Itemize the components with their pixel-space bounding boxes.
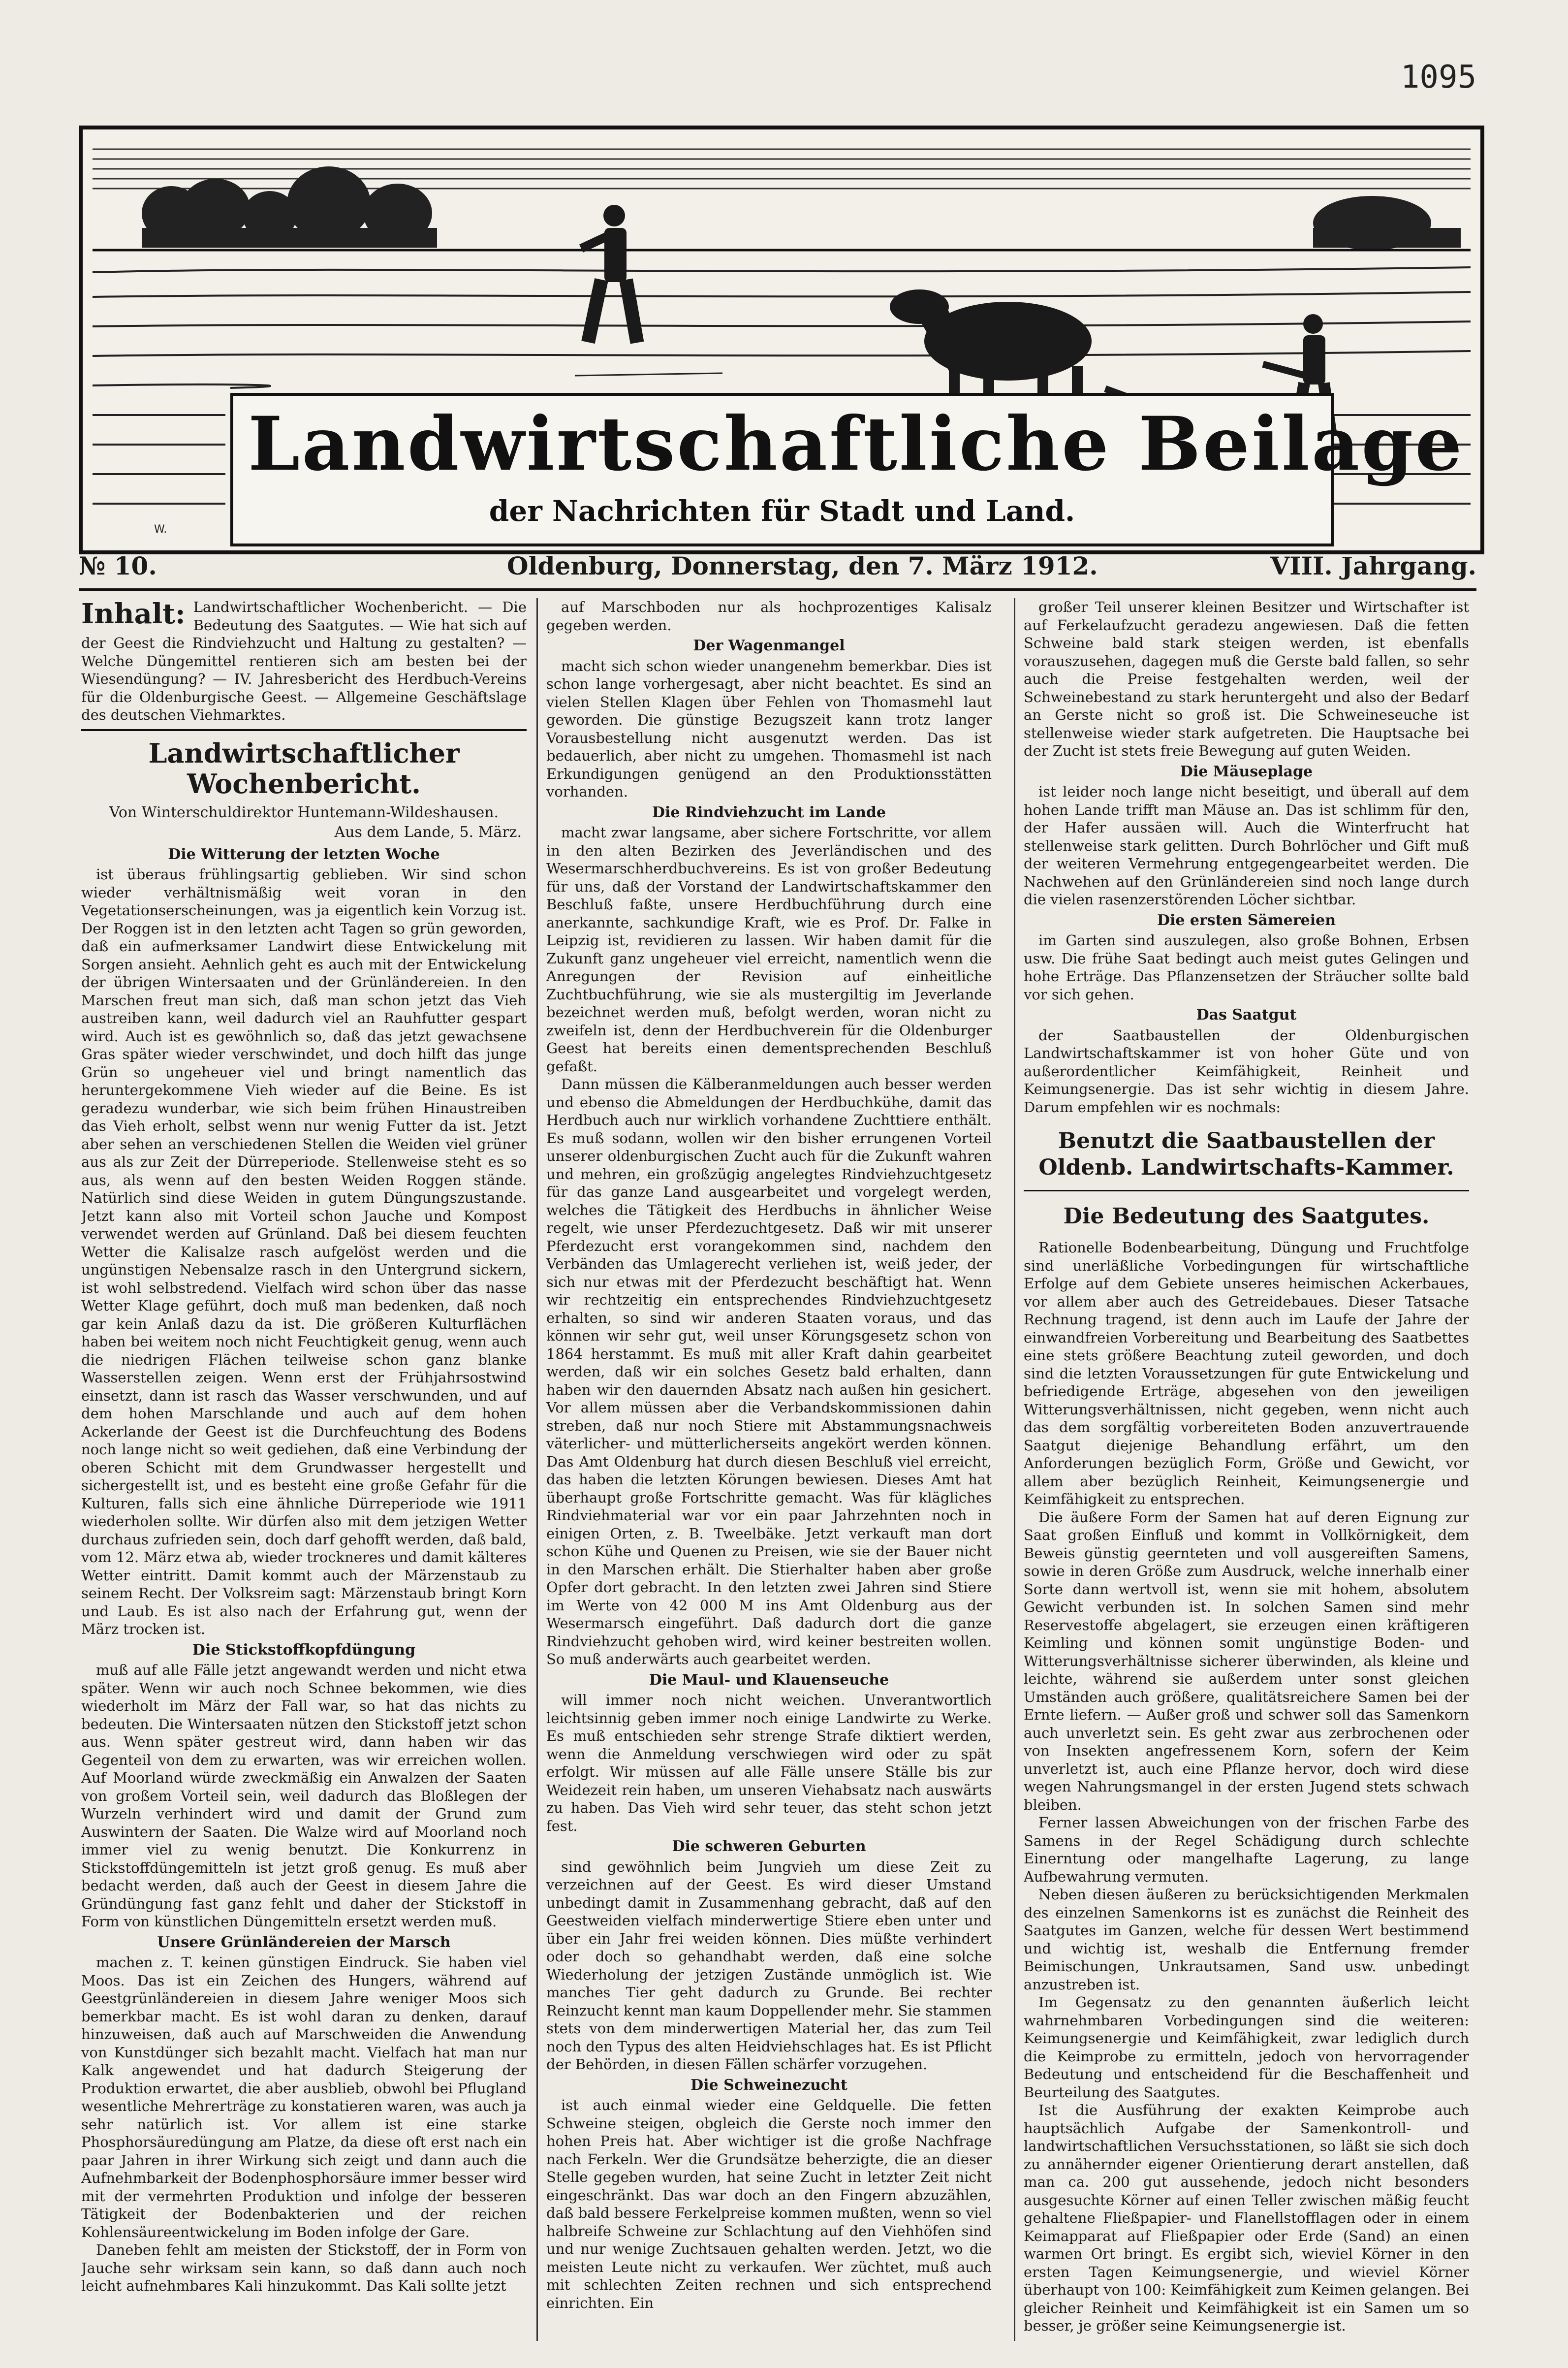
dateline [79, 551, 1476, 586]
section-title: Die Mäuseplage [1180, 763, 1313, 780]
column-2 [546, 598, 992, 2341]
toc-text: Landwirtschaftlicher Wochenbericht. — Die Bedeutung des Saatgutes. — Wie hat sich auf der Geest die Rindviehzucht und Haltung zu gestalten? — Welche Düngemittel rentieren sich am besten bei der Wiesendüngung? — IV. Jahresbericht des Herdbuch-Vereins für die Oldenburgische Geest. — Allgemeine Geschäftslage des deutschen Viehmarktes. [81, 599, 527, 723]
section-title: Der Wagenmangel [693, 637, 845, 654]
section-title: Die ersten Sämereien [1157, 911, 1336, 929]
masthead-title: Landwirtschaftliche Beilage [248, 401, 1464, 487]
section-text: der Saatbaustellen der Oldenburgischen Landwirtschaftskammer ist von hoher Güte und von außerordentlicher Keimfähigkeit, Reinheit und Keimungsenergie. Das ist sehr wichtig in diesem Jahre. Darum empfehlen wir es nochmals: [1024, 1026, 1469, 1116]
section-text: ist überaus frühlingsartig geblieben. Wir sind schon wieder verhältnismäßig weit voran in den Vegetationserscheinungen, was ja eigentlich kein Vorzug ist. Der Roggen ist in den letzten acht Tagen so grün geworden, daß ein aufmerksamer Landwirt diese Entwickelung mit Sorgen ansieht. Aehnlich geht es auch mit der Entwickelung der übrigen Wintersaaten und der Grünländereien. In den Marschen freut man sich, daß man schon jetzt das Vieh austreiben kann, weil dadurch viel an Rauhfutter gespart wird. Auch ist es gewöhnlich so, daß das jetzt gewachsene Gras später wieder verschwindet, und doch hilft das junge Grün so ungeheuer viel und bringt namentlich das heruntergekommene Vieh wieder auf die Beine. Es ist geradezu wunderbar, wie sich beim frühen Hinaustreiben das Vieh erholt, selbst wenn nur wenig Futter da ist. Jetzt aber sehen an verschiedenen Stellen die Weiden viel grüner aus als zur Zeit der Dürreperiode. Stellenweise steht es so aus, als wenn auf den besten Weiden Roggen stände. Natürlich sind diese Weiden in gutem Düngungszustande. Jetzt kann also mit Vorteil schon Jauche und Kompost verwendet werden auf Grünland. Daß bei diesem feuchten Wetter die Kalisalze rasch aufgelöst werden und die ungünstigen Nebensalze rasch in den Untergrund sickern, ist wohl selbstredend. Vielfach wird schon über das nasse Wetter Klage geführt, doch muß man bedenken, daß noch gar kein Anlaß dazu da ist. Die größeren Kulturflächen haben bei weitem noch nicht Feuchtigkeit genug, wenn auch die niedrigen Flächen teilweise schon ganz blanke Wasserstellen zeigen. Wenn erst der Frühjahrsostwind einsetzt, dann ist rasch das Wasser verschwunden, und auf dem hohen Marschlande und auch auf dem hohen Ackerlande der Geest ist die Durchfeuchtung des Bodens noch lange nicht so weit gediehen, daß eine Verbindung der oberen Schicht mit dem Grundwasser hergestellt und sichergestellt ist, und es besteht eine große Gefahr für die Kulturen, falls sich eine ähnliche Dürreperiode wie 1911 wiederholen sollte. Wir dürfen also mit dem jetzigen Wetter durchaus zufrieden sein, doch darf gehofft werden, daß bald, vom 12. März etwa ab, wieder trockneres und damit kälteres Wetter eintritt. Damit kommt auch der Märzenstaub zu seinem Recht. Der Volksreim sagt: Märzenstaub bringt Korn und Laub. Es ist also nach der Erfahrung gut, wenn der März trocken ist. [81, 866, 527, 1637]
dateline-rule [79, 588, 1476, 591]
article-paragraph: Ist die Ausführung der exakten Keimprobe auch hauptsächlich Aufgabe der Samenkontroll- und landwirtschaftlichen Versuchsstationen, so läßt sie sich doch zu annähernder eigener Orientierung derart anstellen, daß man ca. 200 gut aussehende, jedoch nicht besonders ausgesuchte Körner auf einen Teller zwischen mäßig feucht gehaltene Fließpapier- und Flanellstofflagen oder in einem Keimapparat auf Fließpapier oder Erde (Sand) an einen warmen Ort bringt. Es ergibt sich, wieviel Körner in den ersten Tagen Keimungsenergie, und wieviel Körner überhaupt von 100: Keimfähigkeit zum Keimen gelangen. Bei gleicher Reinheit und Keimfähigkeit ist ein Samen um so besser, je größer seine Keimungsenergie ist. [1024, 2102, 1469, 2334]
title-box [230, 393, 1464, 546]
column-3 [1024, 598, 1469, 2341]
article-place: Aus dem Lande, 5. März. [334, 824, 522, 841]
article-paragraph: Ferner lassen Abweichungen von der frischen Farbe des Samens in der Regel Schädigung durch schlechte Einerntung oder mangelhafte Lagerung, zu lange Aufbewahrung vermuten. [1024, 1814, 1469, 1885]
column-1 [81, 598, 527, 2341]
table-of-contents [81, 598, 527, 731]
section-title: Die Witterung der letzten Woche [168, 845, 440, 863]
issue-date: Oldenburg, Donnerstag, den 7. März 1912. [507, 551, 1098, 580]
section-title: Das Saatgut [1196, 1006, 1297, 1024]
issue-number: № 10. [79, 551, 157, 580]
callout-heading: Benutzt die Saatbaustellen der Oldenb. Landwirtschafts-Kammer. [1038, 1128, 1454, 1180]
volume-year: VIII. Jahrgang. [1270, 551, 1476, 580]
section-text: macht zwar langsame, aber sichere Fortschritte, vor allem in den alten Bezirken des Jeverländischen und des Wesermarschherdbuchvereins. Es ist von großer Bedeutung für uns, daß der Vorstand der Landwirtschaftskammer den Beschluß faßte, unsere Herdbuchführung durch eine anerkannte, sachkundige Kraft, wie es Prof. Dr. Falke in Leipzig ist, revidieren zu lassen. Wir haben damit für die Zukunft ganz ungeheuer viel erreicht, namentlich wenn die Anregungen der Revision auf einheitliche Zuchtbuchführung, wie sie als mustergiltig im Jeverlande bezeichnet werden muß, befolgt werden, woran nicht zu zweifeln ist, denn der Herdbuchverein für die Oldenburger Geest hat bereits einen dementsprechenden Beschluß gefaßt. [546, 824, 992, 1075]
column-divider-2 [1014, 598, 1015, 2341]
section-text: macht sich schon wieder unangenehm bemerkbar. Dies ist schon lange vorhergesagt, aber nicht beachtet. Es sind an vielen Stellen Klagen über Fehlen von Thomasmehl laut geworden. Die günstige Bezugszeit kann trotz langer Vorausbestellung nicht ausgenutzt werden. Das ist bedauerlich, aber nicht zu umgehen. Thomasmehl ist nach Erkundigungen genügend an den Produktionsstätten vorhanden. [546, 657, 992, 800]
artist-signature: W. [154, 523, 167, 536]
section-divider [1024, 1190, 1469, 1191]
column-divider-1 [536, 598, 538, 2341]
section-title: Die Rindviehzucht im Lande [652, 803, 886, 821]
masthead-subtitle: der Nachrichten für Stadt und Land. [489, 494, 1075, 528]
section-text: Dann müssen die Kälberanmeldungen auch besser werden und ebenso die Abmeldungen der Herdbuchkühe, damit das Herdbuch auch nur wirklich vorhandene Zuchttiere enthält. Es muß sodann, wollen wir den bisher errungenen Vorteil unserer oldenburgischen Zucht auch für die Zukunft wahren und mehren, ein großzügig angelegtes Rindviehzuchtgesetz für das ganze Land ausgearbeitet und vorgelegt werden, welches die Tätigkeit des Herdbuchs in ähnlicher Weise regelt, wie unser Pferdezuchtgesetz. Daß wir mit unserer Pferdezucht erst vorangekommen sind, nachdem den Verbänden das Umlagerecht verliehen ist, weiß jeder, der sich nur etwas mit der Pferdezucht beschäftigt hat. Wenn wir rechtzeitig ein entsprechendes Rindviehzuchtgesetz erhalten, so sind wir anderen Staaten voraus, und das können wir sehr gut, weil unser Körungsgesetz schon von 1864 herstammt. Es muß mit aller Kraft dahin gearbeitet werden, daß wir ein solches Gesetz bald erhalten, dann haben wir den dauernden Absatz nach außen hin gesichert. Vor allem müssen aber die Verbandskommissionen dahin streben, daß nur noch Stiere mit Abstammungsnachweis väterlicher- und mütterlicherseits angekört werden können. Das Amt Oldenburg hat durch diesen Beschluß viel erreicht, das haben die letzten Körungen bewiesen. Dieses Amt hat überhaupt große Fortschritte gemacht. Was für klägliches Rindviehmaterial war vor ein paar Jahrzehnten noch in einigen Orten, z. B. Tweelbäke. Jetzt verkauft man dort schon Kühe und Quenen zu Preisen, wie sie der Bauer nicht in den Marschen erhält. Die Stierhalter haben aber große Opfer dort gebracht. In den letzten zwei Jahren sind Stiere im Werte von 42 000 M ins Amt Oldenburg aus der Wesermarsch eingeführt. Daß dadurch dort die ganze Rindviehzucht gehoben wird, wird keiner bestreiten wollen. So muß anderwärts auch gearbeitet werden. [546, 1076, 992, 1667]
page-number: 1095 [1400, 59, 1476, 96]
column-intro: auf Marschboden nur als hochprozentiges Kalisalz gegeben werden. [546, 599, 992, 634]
column-intro: großer Teil unserer kleinen Besitzer und Wirtschafter ist auf Ferkelaufzucht geradezu angewiesen. Daß die fetten Schweine bald stark steigen werden, ist ebenfalls vorauszusehen, dagegen muß die Gerste bald fallen, so sehr auch die Preise festgehalten werden, weil der Schweinebestand zu stark heruntergeht und also der Bedarf an Gerste nicht so groß ist. Die Schweineseuche ist stellenweise wieder stark aufgetreten. Die Hauptsache bei der Zucht ist stets freie Bewegung auf guten Weiden. [1024, 599, 1469, 759]
section-text: muß auf alle Fälle jetzt angewandt werden und nicht etwa später. Wenn wir auch noch Schnee bekommen, wie dies wiederholt im März der Fall war, so hat das nichts zu bedeuten. Die Wintersaaten nützen den Stickstoff jetzt schon aus. Wenn später gestreut wird, dann haben wir das Gegenteil von dem zu erwarten, was wir erreichen wollen. Auf Moorland würde zweckmäßig ein Anwalzen der Saaten von großem Vorteil sein, weil dadurch das Bloßlegen der Wurzeln verhindert wird und damit der Grund zum Auswintern der Saaten. Die Walze wird auf Moorland noch immer viel zu wenig benutzt. Die Konkurrenz in Stickstoffdüngemitteln ist jetzt groß genug. Es muß aber bedacht werden, daß auch der Geest in diesem Jahre die Gründüngung fast ganz fehlt und daher der Stickstoff in Form von künstlichen Düngemitteln ersetzt werden muß. [81, 1662, 527, 1930]
article-author: Von Winterschuldirektor Huntemann-Wildeshausen. [109, 803, 499, 821]
section-title: Die schweren Geburten [672, 1838, 866, 1855]
section-title: Die Maul- und Klauenseuche [649, 1671, 889, 1689]
section-text: will immer noch nicht weichen. Unverantwortlich leichtsinnig geben immer noch einige Landwirte zu Werke. Es muß entschieden sehr strenge Strafe diktiert werden, wenn die Anmeldung verschwiegen wird oder zu spät erfolgt. Wir müssen auf alle Fälle unsere Ställe bis zur Weidezeit rein haben, um unseren Viehabsatz nach auswärts zu haben. Das Vieh wird sehr teuer, das steht schon jetzt fest. [546, 1692, 992, 1834]
article-paragraph: Die äußere Form der Samen hat auf deren Eignung zur Saat großen Einfluß und kommt in Vollkörnigkeit, dem Beweis günstig geernteten und voll ausgereiften Samens, sowie in deren Größe zum Ausdruck, welche innerhalb einer Sorte dann wertvoll ist, wenn sie mit hohem, absolutem Gewicht verbunden ist. In solchen Samen sind mehr Reservestoffe abgelagert, sie erzeugen einen kräftigeren Keimling und können somit ungünstige Boden- und Witterungsverhältnisse sicherer überwinden, als kleine und leichte, während sie außerdem unter sonst gleichen Umständen auch größere, qualitätsreichere Samen bei der Ernte liefern. — Außer groß und schwer soll das Samenkorn auch unverletzt sein. Es geht zwar aus zerbrochenen oder von Insekten angefressenem Korn, sofern der Keim unverletzt ist, auch eine Pflanze hervor, doch wird diese wegen Nahrungsmangel in der ersten Jugend stets schwach bleiben. [1024, 1508, 1469, 1813]
article-paragraph: Rationelle Bodenbearbeitung, Düngung und Fruchtfolge sind unerläßliche Vorbedingungen für wirtschaftliche Erfolge auf dem Gebiete unseres heimischen Ackerbaues, vor allem aber auch des Getreidebaues. Dieser Tatsache Rechnung tragend, ist denn auch im Laufe der Jahre der einwandfreien Vorbereitung und Bearbeitung des Saatbettes eine stets größere Beachtung zuteil geworden, und doch sind die letzten Voraussetzungen für gute Entwickelung und befriedigende Erträge, abgesehen von den jeweiligen Witterungsverhältnissen, nicht gegeben, wenn nicht auch das dem sorgfältig vorbereiteten Boden anzuvertrauende Saatgut diejenige Behandlung erfährt, um den Anforderungen bezüglich Form, Größe und Gewicht, vor allem aber bezüglich Reinheit, Keimungsenergie und Keimfähigkeit zu entsprechen. [1024, 1239, 1469, 1507]
article-paragraph: Neben diesen äußeren zu berücksichtigenden Merkmalen des einzelnen Samenkorns ist es zunächst die Reinheit des Saatgutes im Ganzen, welche für dessen Wert bestimmend und wichtig ist, weshalb die Entfernung fremder Beimischungen, Unkrautsamen, Sand usw. unbedingt anzustreben ist. [1024, 1886, 1469, 1993]
section-title: Unsere Grünländereien der Marsch [157, 1933, 451, 1951]
section-title: Die Stickstoffkopfdüngung [192, 1641, 416, 1659]
masthead-illustration [79, 126, 1484, 554]
toc-label: Inhalt: [81, 598, 186, 630]
section-title: Die Schweinezucht [690, 2076, 847, 2094]
section-text: ist leider noch lange nicht beseitigt, und überall auf dem hohen Lande trifft man Mäuse an. Das ist schlimm für den, der Hafer aussäen will. Auch die Winterfrucht hat stellenweise stark gelitten. Durch Bohrlöcher und Gift muß der weiteren Vermehrung entgegengearbeitet werden. Die Nachwehen auf den Grünländereien sind noch lange durch die vielen rasenzerstörenden Löcher sichtbar. [1024, 783, 1469, 908]
section-text: Daneben fehlt am meisten der Stickstoff, der in Form von Jauche sehr wirksam sein kann, so daß dann auch noch leicht aufnehmbares Kali hinzukommt. Das Kali sollte jetzt [81, 2241, 527, 2294]
article-heading: Landwirtschaftlicher Wochenbericht. [148, 737, 460, 800]
section-text: im Garten sind auszulegen, also große Bohnen, Erbsen usw. Die frühe Saat bedingt auch meist gutes Gelingen und hohe Erträge. Das Pflanzensetzen der Sträucher sollte bald vor sich gehen. [1024, 932, 1469, 1003]
article-heading: Die Bedeutung des Saatgutes. [1063, 1204, 1430, 1229]
section-text: sind gewöhnlich beim Jungvieh um diese Zeit zu verzeichnen auf der Geest. Es wird dieser Umstand unbedingt damit in Zusammenhang gebracht, daß auf den Geestweiden vielfach minderwertige Stiere eben unter und über ein Jahr frei weiden können. Dies müßte verhindert oder doch so gehandhabt werden, daß eine solche Wiederholung der jetzigen Zustände unmöglich ist. Wie manches Tier geht dadurch zu Grunde. Bei rechter Reinzucht kennt man kaum Doppellender mehr. Sie stammen stets von dem minderwertigen Material her, das zum Teil noch den Typus des alten Heidviehschlages hat. Es ist Pflicht der Behörden, in diesen Fällen schärfer vorzugehen. [546, 1858, 992, 2073]
section-text: ist auch einmal wieder eine Geldquelle. Die fetten Schweine steigen, obgleich die Gerste noch immer den hohen Preis hat. Aber wichtiger ist die große Nachfrage nach Ferkeln. Wer die Grundsätze beherzigte, die an dieser Stelle gegeben wurden, hat seine Zucht in letzter Zeit nicht eingeschränkt. Das war doch an den Fingern abzuzählen, daß bald bessere Ferkelpreise kommen mußten, wenn so viel halbreife Schweine zur Schlachtung auf den Viehhöfen sind und nur wenige Zuchtsauen gehalten werden. Jetzt, wo die meisten Leute nicht zu verkaufen. Wer züchtet, muß auch mit schlechten Zeiten rechnen und sich entsprechend einrichten. Ein [546, 2097, 992, 2311]
article-paragraph: Im Gegensatz zu den genannten äußerlich leicht wahrnehmbaren Vorbedingungen sind die weiteren: Keimungsenergie und Keimfähigkeit, zwar lediglich durch die Keimprobe zu ermitteln, jedoch von hervorragender Bedeutung und entscheidend für die Beschaffenheit und Beurteilung des Saatgutes. [1024, 1994, 1469, 2101]
section-text: machen z. T. keinen günstigen Eindruck. Sie haben viel Moos. Das ist ein Zeichen des Hungers, während auf Geestgrünländereien in diesem Jahre weniger Moos sich bemerkbar macht. Es ist wohl daran zu denken, darauf hinzuweisen, daß auch auf Marschweiden die Anwendung von Kunstdünger sich bezahlt macht. Vielfach hat man nur Kalk angewendet und hat dadurch Steigerung der Produktion erwartet, die aber ausblieb, obwohl bei Pflugland wesentliche Mehrerträge zu konstatieren waren, was auch ja sehr natürlich ist. Vor allem ist eine starke Phosphorsäuredüngung am Platze, da diese oft erst nach ein paar Jahren in ihrer Wirkung sich zeigt und dann auch die Aufnehmbarkeit der Bodenphosphorsäure immer besser wird mit der vermehrten Produktion und infolge der besseren Tätigkeit der Bodenbakterien und der reichen Kohlensäureentwickelung im Boden infolge der Gare. [81, 1954, 527, 2240]
